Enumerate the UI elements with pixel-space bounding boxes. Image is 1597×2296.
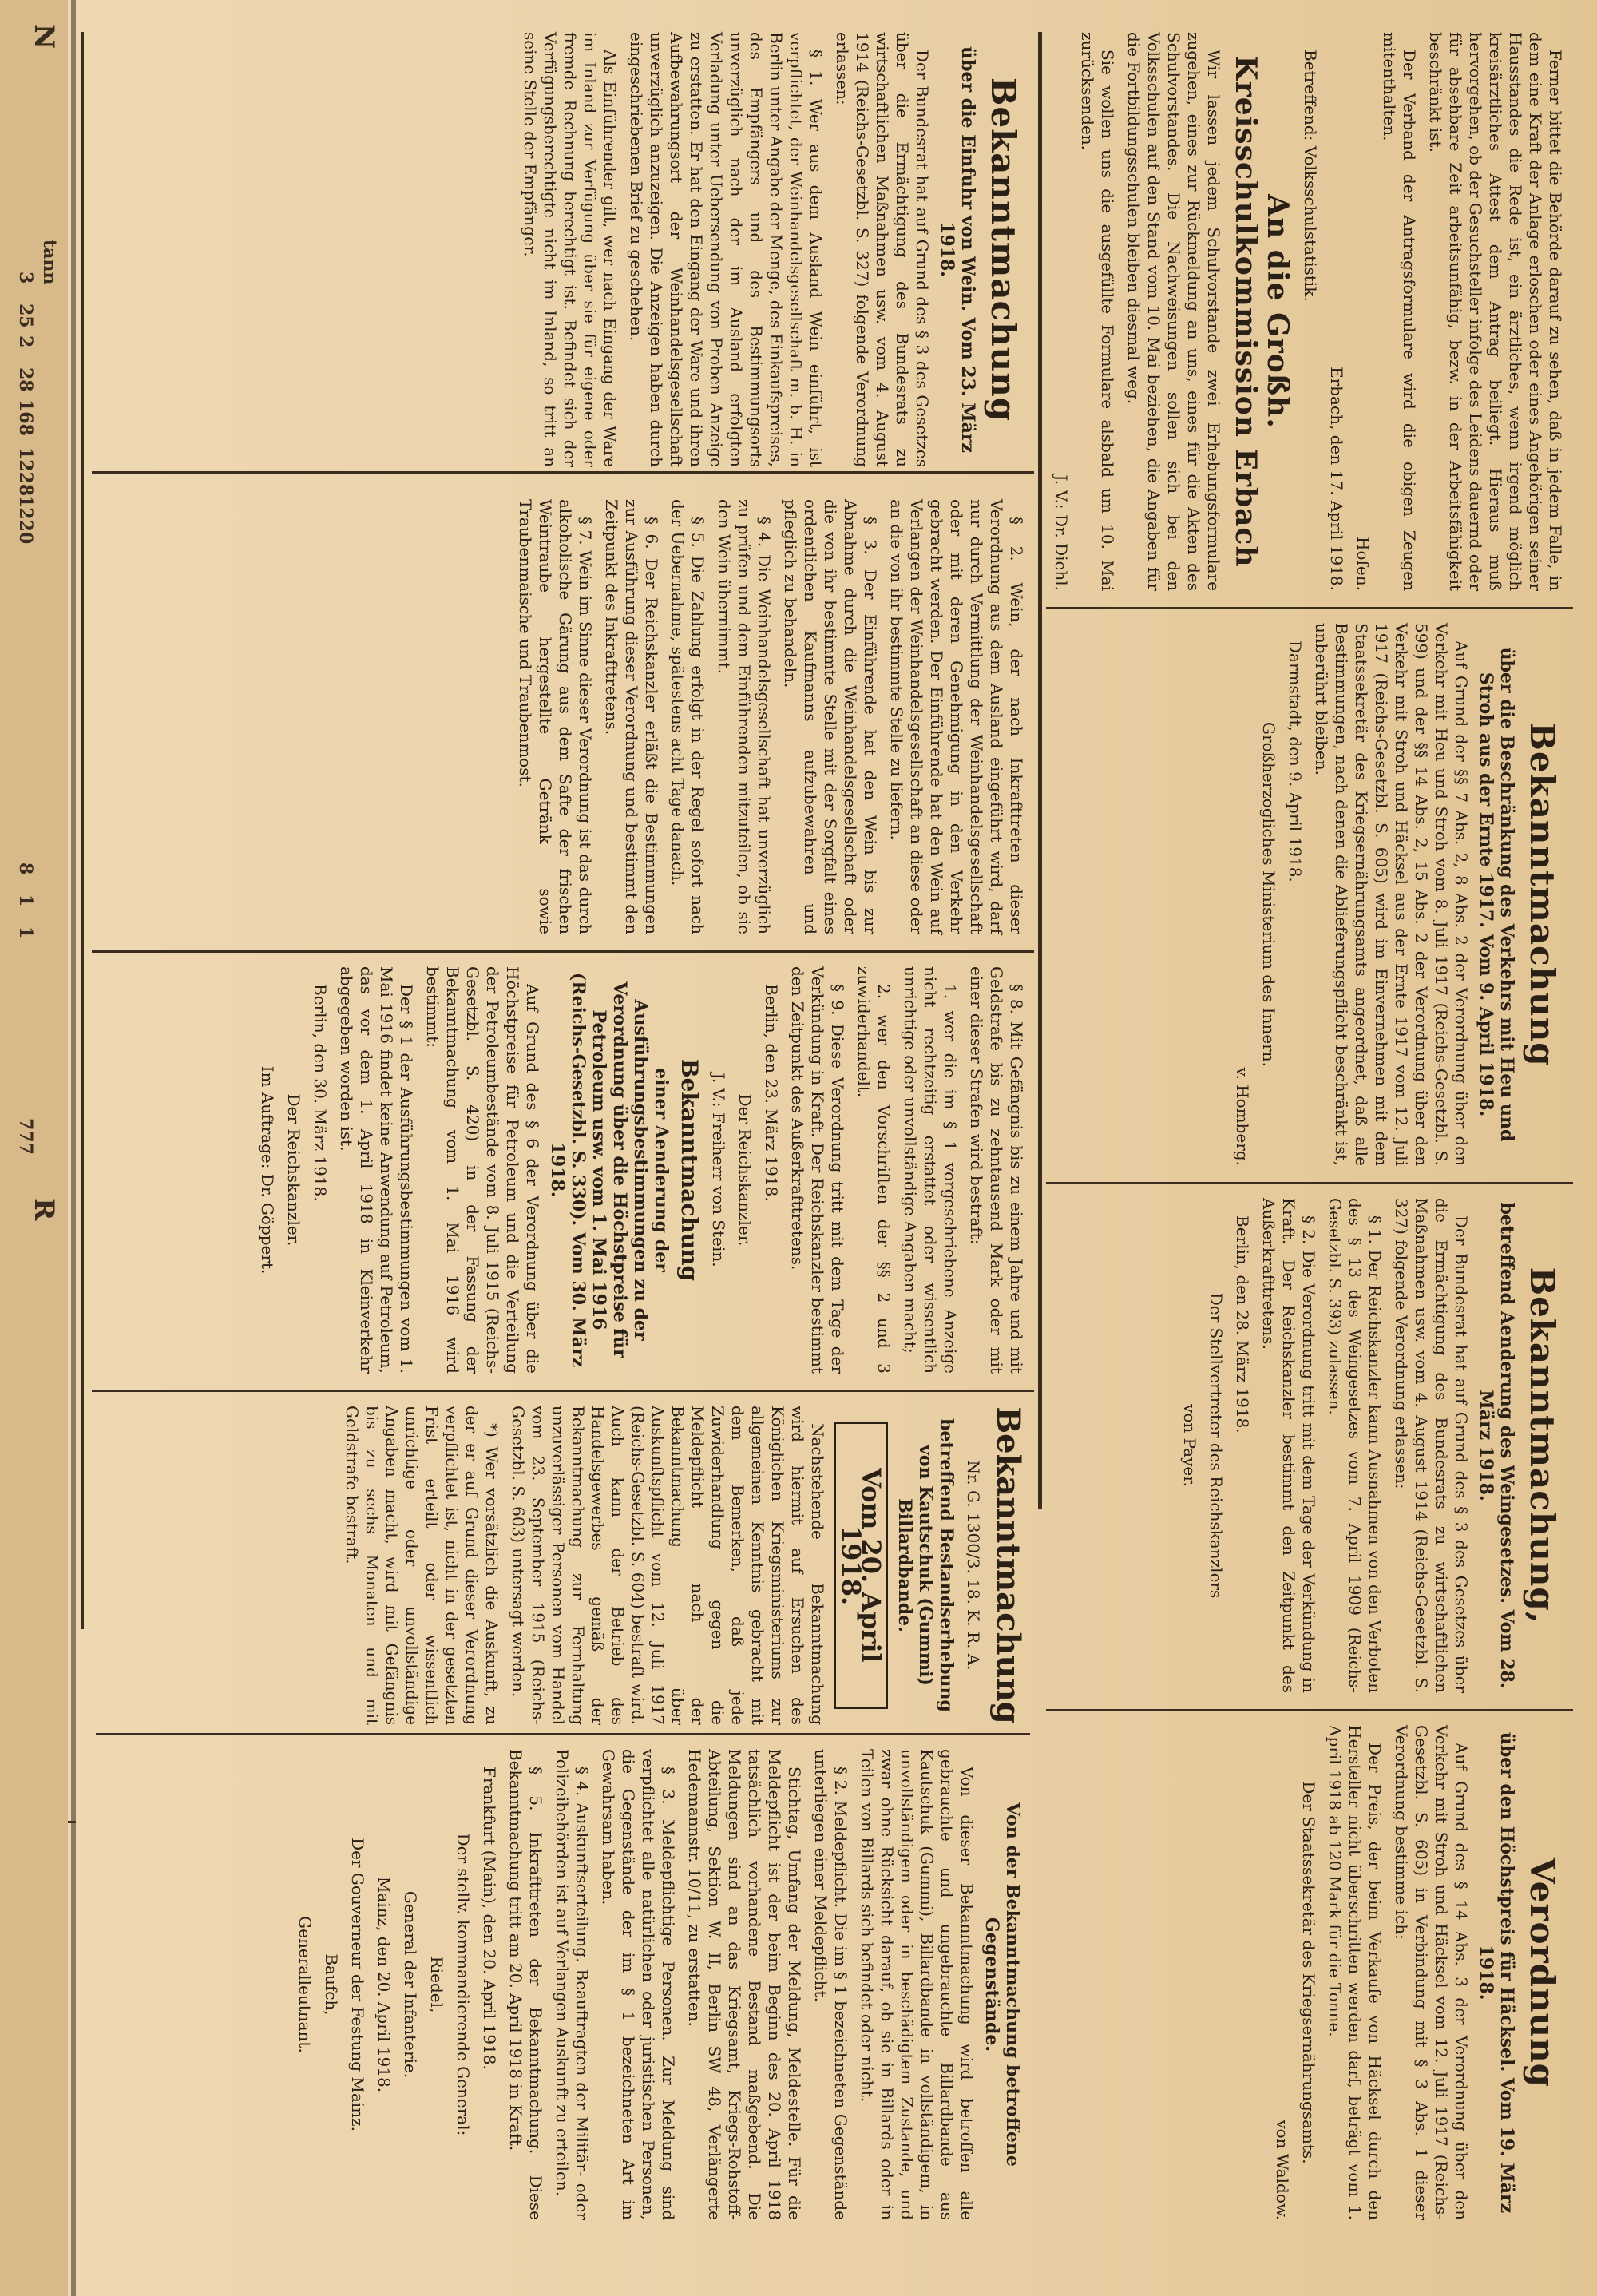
vertical-rule-6	[1046, 1709, 1573, 1711]
fragment-text: 1220	[15, 495, 36, 545]
notice-title: An die Großh. Kreisschulkommission Erbach	[1229, 55, 1294, 568]
vertical-rule-5	[1046, 1182, 1573, 1184]
vertical-rule-3	[92, 1390, 1034, 1392]
paragraph: § 8. Mit Gefängnis bis zu einem Jahre und mit Geldstrafe bis zu zehntausend Mark oder mit einer dieser Strafen wird bestraft:	[967, 966, 1026, 1374]
paragraph: Als Einführender gilt, wer nach Eingang der Ware im Inland zur Verfügung über sie für eigene oder fremde Rechnung berechtigt ist. Befindet sich der Verfügungsberechtigte nicht im Inland, so tritt an seine Stelle der Empfänger.	[521, 32, 620, 467]
signature: J. V.: Dr. Diehl.	[1052, 474, 1071, 591]
paragraph: Der Bundesrat hat auf Grund des § 3 des Gesetzes über die Ermächtigung des Bundesrats zu wirtschaftlichen Maßnahmen usw. vom 4. August 1914 (Reichs-Gesetzbl. S. 327) folgende Verordnung erlassen:	[1392, 1198, 1471, 1693]
notice-title: Bekanntmachung,	[1523, 1267, 1562, 1624]
notice-subtitle: über den Höchstpreis für Häcksel. Vom 19. März 1918.	[1476, 1731, 1517, 2214]
notice-title: Verordnung	[1523, 1857, 1562, 2088]
fragment-text: 8	[15, 862, 36, 875]
dateline: Berlin, den 30. März 1918.	[311, 984, 330, 1202]
authority: Großherzogliches Ministerium des Innern.	[1259, 722, 1278, 1067]
fragment-text: 2	[15, 335, 36, 348]
fragment-text: 28	[15, 367, 36, 392]
authority: Der Staatssekretär des Kriegsernährungsamts.	[1299, 1781, 1318, 2164]
paragraph: Wir lassen jedem Schulvorstande zwei Erhebungsformulare zugehen, eines zur Rückmeldung an uns, eines für die Akten des Schulvorstandes. Die Nachweisungen sollen sich bei den Volksschulen auf den Stand vom 10. Mai beziehen, die Angaben für die Fortbildungsschulen bleiben diesmal weg.	[1124, 32, 1223, 591]
vertical-rule-4	[1046, 607, 1573, 609]
horizontal-rule-top	[1038, 32, 1042, 1509]
paragraph: Auf Grund des § 14 Abs. 3 der Verordnung über den Verkehr mit Stroh und Häcksel vom 12. Juli 1917 (Reichs-Gesetzbl. S. 605) in Verbindung mit § 3 Abs. 1 dieser Verordnung bestimme ich:	[1392, 1725, 1471, 2220]
signature: Im Auftrage: Dr. Göppert.	[258, 1065, 277, 1275]
paragraph: 1. wer die im § 1 vorgeschriebene Anzeige nicht rechtzeitig erstattet oder wissentlich unrichtige oder unvollständige Angaben macht;	[901, 966, 960, 1374]
paragraph: § 1. Wer aus dem Ausland Wein einführt, ist verpflichtet, der Weinhandelsgesellschaft m. b. H. in Berlin unter Angabe der Menge, des Einkaufspreises, des Empfängers und des Bestimmungsorts unverzüglich nach der im Ausland erfolgten Verladung unter Uebersendung von Proben Anzeige zu erstatten. Er hat den Eingang der Ware und ihren Aufbewahrungsort der Weinhandelsgesellschaft unverzüglich anzuzeigen. Die Anzeigen haben durch eingeschriebenen Brief zu geschehen.	[627, 32, 826, 467]
vertical-rule-7	[96, 1733, 1030, 1735]
paragraph: Ferner bittet die Behörde darauf zu sehen, daß in jedem Falle, in dem eine Kraft der Anlage erloschen oder eines Angehörigen seiner Hausstandes die Rede ist, ein ärztliches, wenn irgend möglich kreisärztliches Attest dem Antrag beiliegt. Hieraus muß hervorgehen, ob der Gesuchsteller infolge des Leidens dauernd oder für absehbare Zeit arbeitsunfähig, bezw. in der Arbeitsfähigkeit beschränkt ist.	[1426, 32, 1565, 591]
section-title: Von der Bekanntmachung betroffene Gegenstände.	[981, 1802, 1023, 2167]
column-petroleum	[92, 966, 1026, 1374]
paragraph: Der § 1 der Ausführungsbestimmungen vom 1. Mai 1916 findet keine Anwendung auf Petroleum, das vor dem 1. April 1918 in Kleinverkehr abgegeben worden ist.	[337, 966, 416, 1374]
signature-title: Der Gouverneur der Festung Mainz.	[348, 1838, 367, 2131]
notice-title: Bekanntmachung	[984, 77, 1023, 422]
fragment-text: R	[28, 1198, 60, 1221]
paragraph: § 2. Meldepflicht. Die im § 1 bezeichneten Gegenstände unterliegen einer Meldepflicht.	[811, 1749, 850, 2220]
notice-subtitle: betreffend Aenderung des Weingesetzes. Vom 28. März 1918.	[1476, 1202, 1517, 1689]
paragraph: Der Bundesrat hat auf Grund des § 3 des Gesetzes über die Ermächtigung des Bundesrats zu wirtschaftlichen Maßnahmen usw. vom 4. August 1914 (Reichs-Gesetzbl. S. 327) folgende Verordnung erlassen:	[833, 32, 932, 467]
paragraph: Sie wollen uns die ausgefüllte Formulare alsbald um 10. Mai zurücksenden.	[1078, 32, 1117, 591]
fragment-text: 1	[15, 894, 36, 907]
paragraph: § 3. Meldepflichtige Personen. Zur Meldung sind verpflichtet alle natürlichen oder juristischen Personen, die Gegenstände der im § 1 bezeichneten Art im Gewahrsam haben.	[599, 1749, 678, 2220]
notice-subtitle: einer Aenderung der Ausführungsbestimmungen zu der Verordnung über die Höchstpreise für Petroleum usw. vom 1. Mai 1916 (Reichs-Gesetzbl. S. 330). Vom 30. März 1918.	[547, 972, 672, 1368]
paragraph: § 5. Inkrafttreten der Bekanntmachung. Diese Bekanntmachung tritt am 20. April 1918 in Kraft.	[506, 1749, 545, 2220]
dateline: Erbach, den 17. April 1918.	[1327, 367, 1346, 591]
signature-rank: General der Infanterie.	[401, 1890, 420, 2079]
column-top-left	[1054, 32, 1565, 591]
footnote: *) Wer vorsätzlich die Auskunft, zu der er auf Grund dieser Verordnung verpflichtet ist, nicht in der gesetzten Frist erteilt oder wissentlich unrichtige oder unvollständige Angaben macht, wird mit Gefängnis bis zu sechs Monaten und mit Geldstrafe bestraft.	[343, 1406, 501, 1725]
signature-title: Der stellv. kommandierende General:	[454, 1833, 473, 2136]
signature: von Waldow.	[1273, 2120, 1292, 2220]
paragraph: § 7. Wein im Sinne dieser Verordnung ist das durch alkoholische Gärung aus dem Safte der frischen Weintraube hergestellte Getränk sowie Traubenmaische und Traubenmost.	[516, 499, 595, 934]
authority: Der Reichskanzler.	[735, 1093, 755, 1247]
paragraph: Auf Grund der §§ 7 Abs. 2, 8 Abs. 2 der Verordnung über den Verkehr mit Heu und Stroh vom 8. Juli 1917 (Reichs-Gesetzbl. S. 599) und der §§ 14 Abs. 2, 15 Abs. 2 der Verordnung über den Verkehr mit Stroh und Häcksel aus der Ernte 1917 vom 12. Juli 1917 (Reichs-Gesetzbl. S. 605) wird im Einvernehmen mit dem Staatssekretär des Kriegsernährungsamts angeordnet, daß alle Bestimmungen, nach denen die Ablieferungspflicht beschränkt ist, unberührt bleiben.	[1312, 623, 1471, 1166]
page-gutter	[71, 0, 76, 2296]
notice-subtitle: betreffend Bestandserhebung von Kautschuk (Gummi) Billardbande.	[894, 1418, 957, 1712]
paragraph: § 9. Diese Verordnung tritt mit dem Tage der Verkündung in Kraft. Der Reichskanzler bestimmt den Zeitpunkt des Außerkrafttretens.	[788, 966, 847, 1374]
paragraph: § 1. Der Reichskanzler kann Ausnahmen von den Verboten des § 13 des Weingesetzes vom 7. April 1909 (Reichs-Gesetzbl. S. 393) zulassen.	[1326, 1198, 1385, 1693]
signature: Hofen.	[1353, 537, 1373, 591]
paragraph: Nachstehende Bekanntmachung wird hiermit auf Ersuchen des Königlichen Kriegsministeriums zur allgemeinen Kenntnis gebracht mit dem Bemerken, daß jede Zuwiderhandlung gegen die Meldepflicht nach der Bekanntmachung über Auskunftspflicht vom 12. Juli 1917 (Reichs-Gesetzbl. S. 604) bestraft wird. Auch kann der Betrieb des Handelsgewerbes gemäß der Bekanntmachung zur Fernhaltung unzuverlässiger Personen vom Handel vom 23. September 1915 (Reichs-Gesetzbl. S. 603) untersagt werden.	[509, 1406, 827, 1725]
horizontal-rule-bottom	[81, 32, 84, 1629]
fragment-text: 1	[15, 926, 36, 939]
paragraph: § 3. Der Einführende hat den Wein bis zur Abnahme durch die Weinhandelsgesellschaft oder die von ihr bestimmte Stelle mit der Sorgfalt eines ordentlichen Kaufmanns aufzubewahren und pfleglich zu behandeln.	[781, 499, 880, 934]
dateline: Frankfurt (Main), den 20. April 1918.	[480, 1767, 499, 2070]
signature-rank: Generalleutnant.	[295, 1916, 315, 2053]
dateline: Darmstadt, den 9. April 1918.	[1286, 640, 1305, 882]
betreff: Betreffend: Volksschulstatistik.	[1301, 50, 1320, 302]
notice-subtitle: über die Beschränkung des Verkehrs mit Heu und Stroh aus der Ernte 1917. Vom 9. April 1918.	[1476, 647, 1517, 1142]
paragraph: § 4. Auskunftserteilung. Beauftragten der Militär- oder Polizeibehörden ist auf Verlangen Auskunft zu erteilen.	[553, 1749, 592, 2220]
signature: v. Homberg.	[1233, 1067, 1252, 1166]
paragraph: § 2. Die Verordnung tritt mit dem Tage der Verkündung in Kraft. Der Reichskanzler bestimmt den Zeitpunkt des Außerkrafttretens.	[1259, 1198, 1318, 1693]
column-weingesetz	[1054, 1198, 1565, 1693]
paragraph: Der Preis, der beim Verkaufe von Häcksel durch den Hersteller nicht überschritten werden darf, beträgt vom 1. April 1918 ab 120 Mark für die Tonne.	[1326, 1725, 1385, 2220]
authority: Der Stellvertreter des Reichskanzlers	[1207, 1292, 1226, 1599]
column-kautschuk	[92, 1406, 1026, 1725]
authority: Der Reichskanzler.	[284, 1093, 303, 1247]
dateline: Berlin, den 23. März 1918.	[762, 984, 781, 1202]
dateline: Mainz, den 20. April 1918.	[374, 1876, 394, 2093]
paragraph: Auf Grund des § 6 der Verordnung über die Höchstpreise für Petroleum und die Verteilung der Petroleumbestände vom 8. Juli 1915 (Reichs-Gesetzbl. S. 420) in der Fassung der Bekanntmachung vom 1. Mai 1916 wird bestimmt:	[423, 966, 542, 1374]
notice-subtitle: über die Einfuhr von Wein. Vom 23. März 1918.	[937, 46, 978, 453]
adjacent-page-fragment	[0, 0, 68, 2296]
paragraph: § 6. Der Reichskanzler erläßt die Bestimmungen zur Ausführung dieser Verordnung und bestimmt den Zeitpunkt des Inkrafttretens.	[602, 499, 661, 934]
signature-name: Riedel,	[427, 1956, 446, 2013]
paragraph: 2. wer den Vorschriften der §§ 2 und 3 zuwiderhandelt.	[854, 966, 894, 1374]
notice-title: Bekanntmachung	[1523, 722, 1562, 1067]
fragment-text: tann	[39, 240, 60, 285]
fragment-text: 777	[15, 1118, 36, 1155]
paragraph: Der Verband der Antragsformulare wird die obigen Zeugen mitenthalten.	[1380, 32, 1419, 591]
notice-number: Nr. G. 1300/3. 18. K. R. A.	[964, 1460, 983, 1671]
paragraph: § 4. Die Weinhandelsgesellschaft hat unverzüglich zu prüfen und dem Einführenden mitzuteilen, ob sie den Wein übernimmt.	[715, 499, 774, 934]
vertical-rule-2	[92, 950, 1034, 953]
fragment-text: 25	[15, 303, 36, 328]
column-einfuhr-wein-a	[92, 32, 1026, 934]
column-haecksel	[1054, 1725, 1565, 2220]
paragraph: Stichtag, Umfang der Meldung, Meldestelle. Für die Meldepflicht ist der beim Beginn des 20. April 1918 tatsächlich vorhandene Bestand maßgebend. Die Meldungen sind an das Kriegsamt, Kriegs-Rohstoff-Abteilung, Sektion W. II, Berlin SW 48, Verlängerte Hedemannstr. 10/11, zu erstatten.	[685, 1749, 804, 2220]
column-heu-stroh	[1054, 623, 1565, 1166]
notice-title: Bekanntmachung	[989, 1406, 1027, 1724]
fragment-text: 3	[15, 272, 36, 284]
signature: von Payer.	[1180, 1404, 1199, 1487]
paragraph: § 5. Die Zahlung erfolgt in der Regel sofort nach der Uebernahme, spätestens acht Tage danach.	[668, 499, 707, 934]
signature-name: Baufch,	[322, 1953, 341, 2016]
paragraph: § 2. Wein, der nach Inkrafttreten dieser Verordnung aus dem Ausland eingeführt wird, darf nur durch Vermittlung der Weinhandelsgesellschaft oder mit deren Genehmigung in den Verkehr gebracht werden. Der Einführende hat den Wein auf Verlangen der Weinhandelsgesellschaft an diese oder an die von ihr bestimmte Stelle zu liefern.	[887, 499, 1026, 934]
column-gegenstaende	[92, 1749, 1026, 2220]
dateline: Berlin, den 28. März 1918.	[1233, 1215, 1252, 1434]
fragment-text: 168	[15, 399, 36, 436]
fragment-text: N	[28, 24, 60, 50]
fragment-text: 1228	[15, 447, 36, 497]
paragraph: Von dieser Bekanntmachung wird betroffen alle gebrauchte und ungebrauchte Billardbande aus Kautschuk (Gummi), Billardbande in vollständigem, in unvollständigem oder in beschädigtem Zustande, und zwar ohne Rücksicht darauf, ob sie in Billards oder in Teilen von Billards sich befindet oder nicht.	[858, 1749, 977, 2220]
date-box: Vom 20. April 1918.	[834, 1422, 888, 1709]
signature: J. V.: Freiherr von Stein.	[709, 1073, 728, 1267]
notice-title: Bekanntmachung	[676, 1058, 703, 1282]
